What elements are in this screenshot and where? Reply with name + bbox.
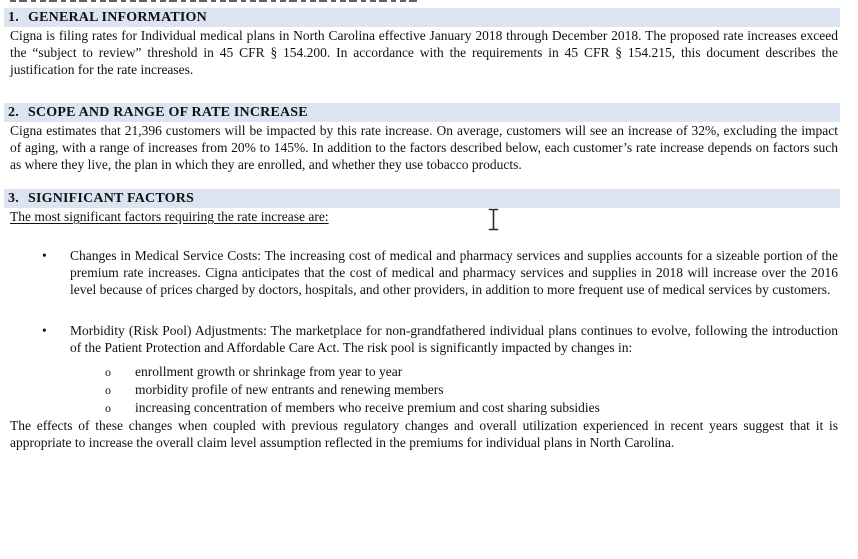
section-header-significant-factors bbox=[4, 189, 840, 208]
section-number: 1. bbox=[8, 10, 19, 25]
section-title: GENERAL INFORMATION bbox=[28, 10, 207, 25]
sub-bullet-text: enrollment growth or shrinkage from year to year bbox=[135, 364, 403, 379]
bullet-item-medical-service-costs bbox=[42, 247, 838, 298]
sub-bullet-list bbox=[10, 363, 838, 417]
sub-bullet-marker: o bbox=[105, 383, 111, 397]
section-header-general-information bbox=[4, 8, 840, 27]
section-number: 2. bbox=[8, 105, 19, 120]
sub-bullet-marker: o bbox=[105, 365, 111, 379]
sub-bullet-text: increasing concentration of members who receive premium and cost sharing subsidies bbox=[135, 400, 600, 415]
bullet-item-morbidity-adjustments bbox=[42, 322, 838, 356]
sub-bullet-item bbox=[105, 363, 838, 381]
sub-bullet-marker: o bbox=[105, 401, 111, 415]
section-header-scope-and-range bbox=[4, 103, 840, 122]
bullet-text: Changes in Medical Service Costs: The increasing cost of medical and pharmacy services and supplies accounts for a sizeable portion of the premium rate increases. Cigna anticipates that the cost of medical and pharmacy services and supplies in 2018 will increase over the 2016 level because of prices charged by doctors, hospitals, and other providers, in addition to more frequent use of medical services by customers. bbox=[70, 248, 838, 297]
sub-bullet-text: morbidity profile of new entrants and renewing members bbox=[135, 382, 444, 397]
section-3-intro-underlined: The most significant factors requiring the rate increase are: bbox=[10, 209, 329, 224]
sub-bullet-item bbox=[105, 399, 838, 417]
clipped-text-remnant bbox=[10, 0, 418, 2]
bullet-text: Morbidity (Risk Pool) Adjustments: The marketplace for non-grandfathered individual plans continues to evolve, following the introduction of the Patient Protection and Affordable Care Act. The risk pool is significantly impacted by changes in: bbox=[70, 323, 838, 355]
sub-bullet-item bbox=[105, 381, 838, 399]
bullet-marker: • bbox=[42, 248, 47, 263]
bullet-marker: • bbox=[42, 323, 47, 338]
section-3-closing-paragraph: The effects of these changes when coupled with previous regulatory changes and overall utilization experienced in recent years suggest that it is appropriate to increase the overall claim level assumption reflected in the premiums for individual plans in North Carolina. bbox=[10, 418, 838, 450]
section-title: SCOPE AND RANGE OF RATE INCREASE bbox=[28, 105, 308, 120]
section-title: SIGNIFICANT FACTORS bbox=[28, 191, 195, 206]
section-2-paragraph: Cigna estimates that 21,396 customers will be impacted by this rate increase. On average, customers will see an increase of 32%, excluding the impact of aging, with a range of increases from 20% to 145%. In addition to the factors described below, each customer’s rate increase depends on factors such as where they live, the plan in which they are enrolled, and whether they use tobacco products. bbox=[10, 123, 838, 172]
section-1-paragraph: Cigna is filing rates for Individual medical plans in North Carolina effective January 2018 through December 2018. The proposed rate increases exceed the “subject to review” threshold in 45 CFR § 154.200. In accordance with the requirements in 45 CFR § 154.215, this document describes the justification for the rate increases. bbox=[10, 28, 838, 77]
section-number: 3. bbox=[8, 191, 19, 206]
